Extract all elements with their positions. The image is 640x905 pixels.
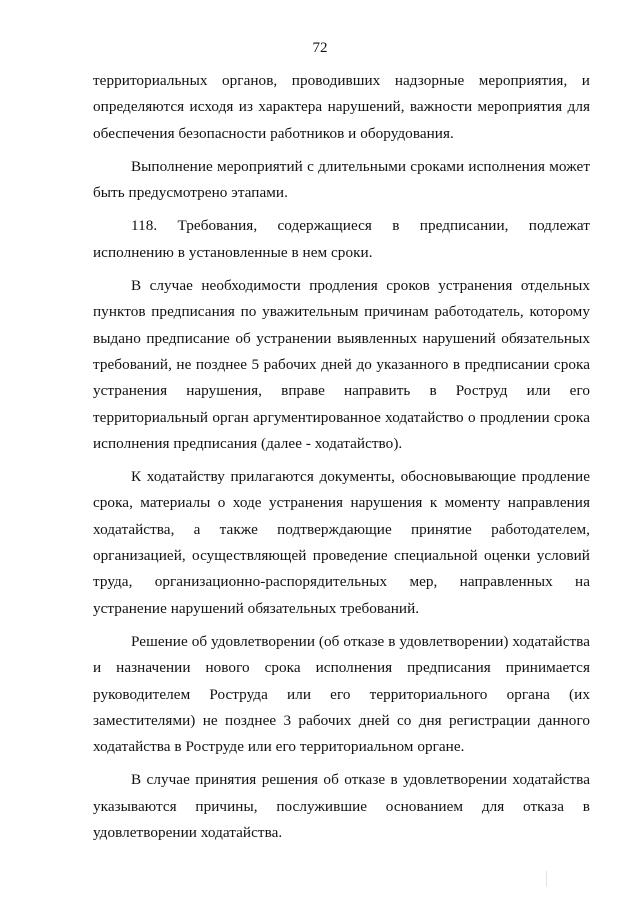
document-body [93,68,590,853]
paragraph-extension-request: В случае необходимости продления сроков устранения отдельных пунктов предписания по уважительным причинам работодатель, которому выдано предписание об устранении выявленных нарушений обязательных требований, не позднее 5 рабочих дней до указанного в предписании срока устранения нарушения, вправе направить в Роструд или его территориальный орган аргументированное ходатайство о продлении срока исполнения предписания (далее - ходатайство). [93,277,590,452]
paragraph-stages: Выполнение мероприятий с длительными сроками исполнения может быть предусмотрено этапами. [93,157,590,202]
paragraph-118: 118. Требования, содержащиеся в предписании, подлежат исполнению в установленные в нем сроки. [93,217,590,261]
paragraph-continuation: территориальных органов, проводивших надзорные мероприятия, и определяются исходя из характера нарушений, важности мероприятия для обеспечения безопасности работников и оборудования. [93,72,590,142]
paragraph-refusal: В случае принятия решения об отказе в удовлетворении ходатайства указываются причины, послужившие основанием для отказа в удовлетворении ходатайства. [93,771,590,842]
paragraph-attached-documents: К ходатайству прилагаются документы, обосновывающие продление срока, материалы о ходе устранения нарушения к моменту направления ходатайства, а также подтверждающие принятие работодателем, организацией, осуществляющей проведение специальной оценки условий труда, организационно-распорядительных мер, направленных на устранение нарушений обязательных требований. [93,468,590,617]
paragraph-decision: Решение об удовлетворении (об отказе в удовлетворении) ходатайства и назначении нового срока исполнения предписания принимается руководителем Роструда или его территориального органа (их заместителями) не позднее 3 рабочих дней со дня регистрации данного ходатайства в Роструде или его территориальном органе. [93,632,590,756]
scan-artifact [546,871,547,887]
page-number: 72 [312,40,328,56]
